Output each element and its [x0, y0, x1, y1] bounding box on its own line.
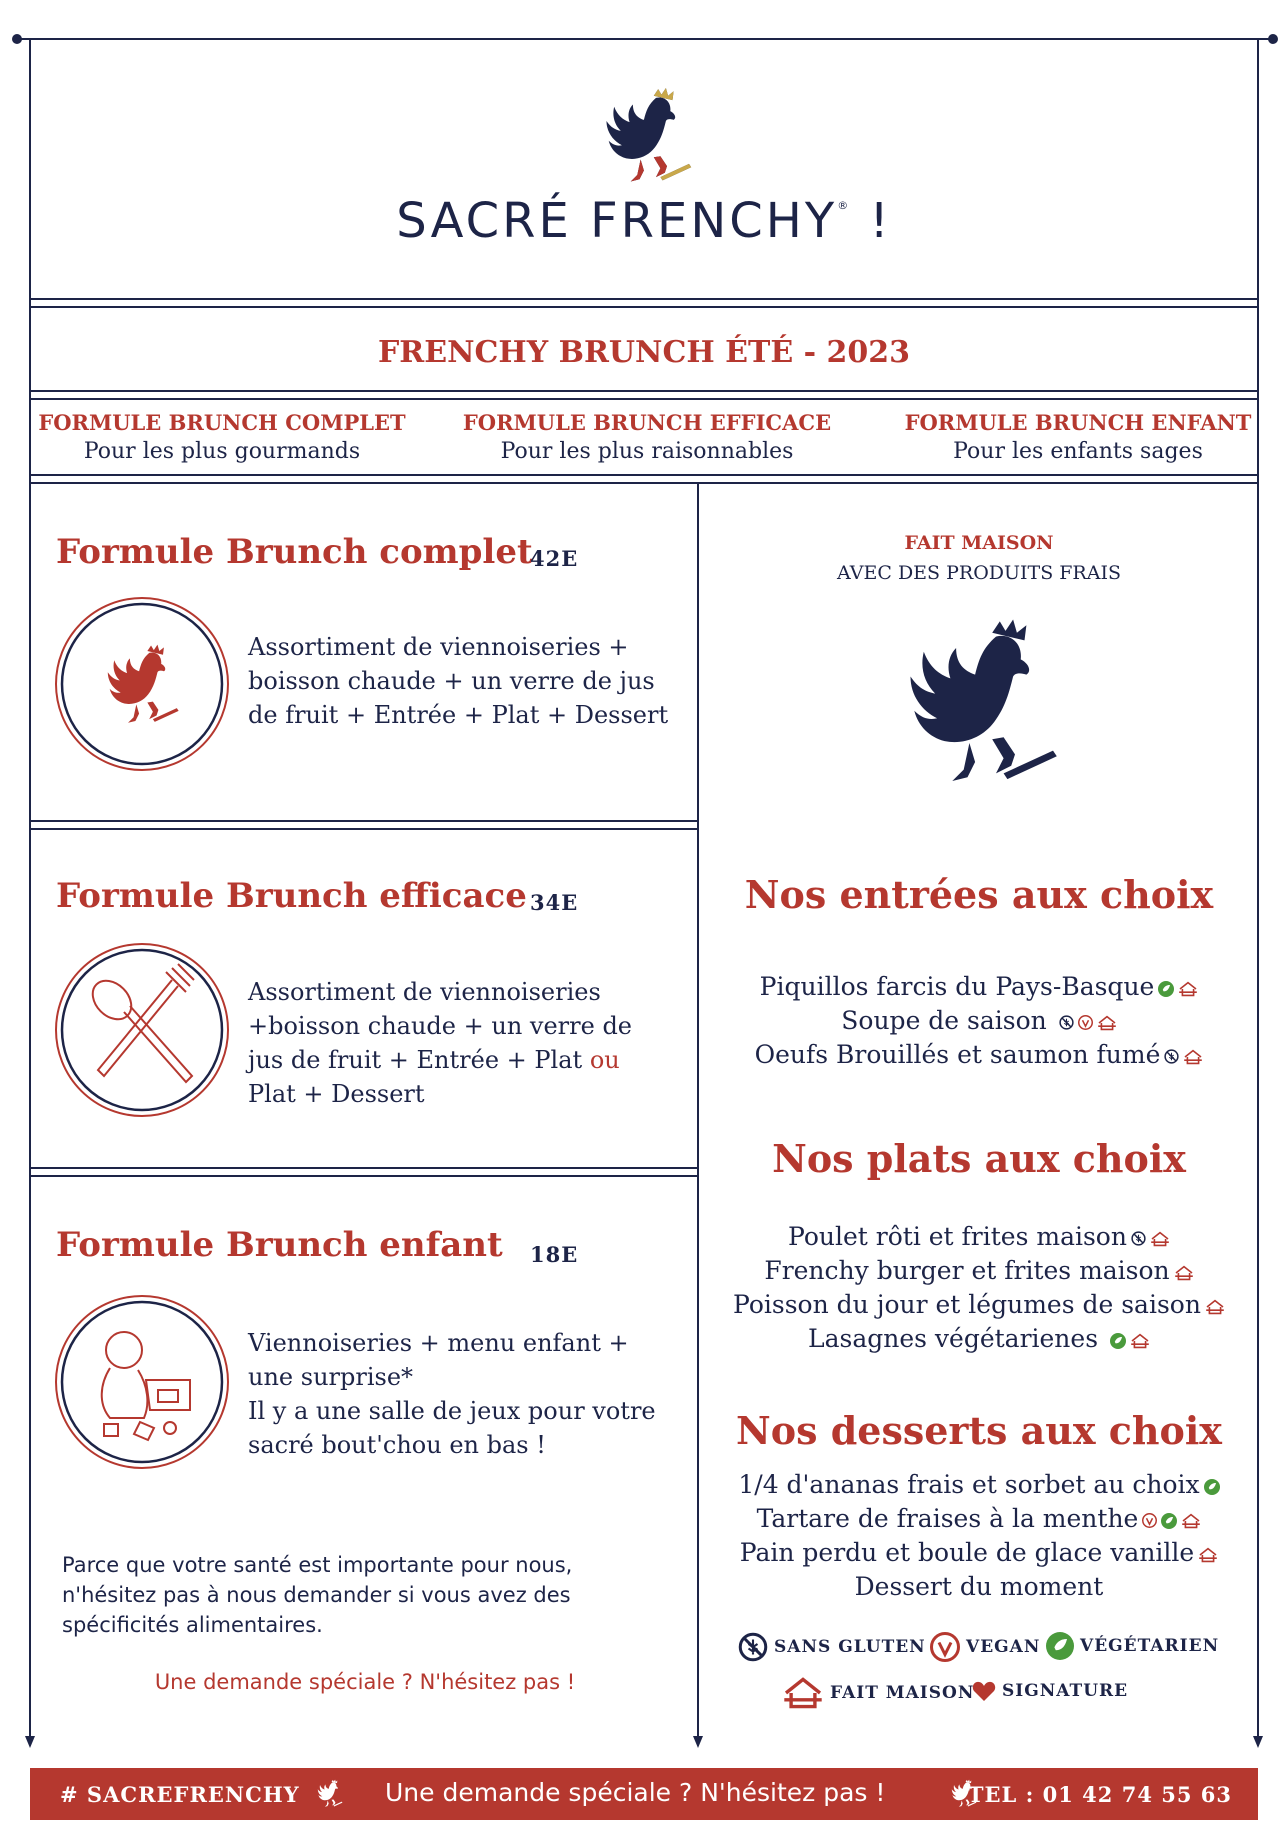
special-request-note: Une demande spéciale ? N'hésitez pas ! [154, 1670, 576, 1694]
vegetarian-icon [1158, 981, 1174, 997]
homemade-icon [1183, 1049, 1203, 1065]
legend-signature: SIGNATURE [972, 1680, 1128, 1702]
homemade-icon [782, 1676, 824, 1710]
legend-vegetarien: VÉGÉTARIEN [1046, 1632, 1219, 1660]
gluten-free-icon [738, 1632, 768, 1662]
rule-formulas-2 [30, 482, 1258, 484]
complet-desc-line: de fruit + Entrée + Plat + Dessert [248, 701, 669, 729]
enfant-desc-line: sacré bout'chou en bas ! [248, 1431, 546, 1459]
homemade-icon [1198, 1547, 1218, 1563]
complet-desc-line: boisson chaude + un verre de jus [248, 667, 655, 695]
rule-block-2a [30, 1167, 698, 1169]
efficace-description [248, 975, 698, 1111]
enfant-title: Formule Brunch enfant [56, 1225, 503, 1265]
left-frame-line [29, 38, 31, 1738]
complet-price: 42E [530, 546, 579, 571]
formula-complet-title: FORMULE BRUNCH COMPLET [38, 410, 406, 435]
homemade-icon [1205, 1299, 1225, 1315]
top-rule [14, 38, 1274, 40]
rooster-icon [54, 596, 230, 772]
rooster-icon [312, 1778, 346, 1810]
rule-subtitle-2 [30, 398, 1258, 400]
mid-spike [693, 1736, 703, 1748]
gluten-free-icon [1059, 1015, 1074, 1030]
formula-enfant-header [868, 410, 1288, 464]
gluten-free-icon [1164, 1049, 1179, 1064]
top-right-dot [1268, 34, 1278, 44]
health-note [62, 1550, 662, 1640]
formula-efficace-subtitle: Pour les plus raisonnables [500, 439, 794, 464]
rule-header-2 [30, 306, 1258, 308]
footer-phone[interactable]: TEL : 01 42 74 55 63 [967, 1782, 1232, 1807]
footer-message: Une demande spéciale ? N'hésitez pas ! [385, 1778, 886, 1807]
formula-enfant-title: FORMULE BRUNCH ENFANT [904, 410, 1252, 435]
produits-frais-label: AVEC DES PRODUITS FRAIS [837, 562, 1121, 584]
menu-item: Poisson du jour et légumes de saison [700, 1290, 1258, 1319]
menu-item: Pain perdu et boule de glace vanille [700, 1538, 1258, 1567]
vegetarian-icon [1046, 1632, 1074, 1660]
menu-item: Oeufs Brouillés et saumon fumé [700, 1040, 1258, 1069]
left-spike [25, 1736, 35, 1748]
homemade-icon [1174, 1265, 1194, 1281]
vegetarian-icon [1204, 1479, 1220, 1495]
complet-description [248, 630, 698, 732]
homemade-icon [1130, 1333, 1150, 1349]
vegetarian-icon [1161, 1513, 1177, 1529]
menu-item: Piquillos farcis du Pays-Basque [700, 972, 1258, 1001]
vegan-icon [1142, 1513, 1157, 1528]
footer-bar [30, 1768, 1258, 1820]
homemade-icon [1097, 1015, 1117, 1031]
menu-item: Tartare de fraises à la menthe [700, 1504, 1258, 1533]
fait-maison-note [700, 532, 1258, 584]
vegan-icon [1078, 1015, 1093, 1030]
heart-icon [972, 1680, 996, 1702]
menu-item: Poulet rôti et frites maison [700, 1222, 1258, 1251]
page-title: FRENCHY BRUNCH ÉTÉ - 2023 [377, 335, 911, 370]
formula-enfant-subtitle: Pour les enfants sages [953, 439, 1203, 464]
child-playing-icon [54, 1294, 230, 1470]
logo-rooster-icon [590, 80, 700, 195]
efficace-desc-line: +boisson chaude + un verre de [248, 1012, 633, 1040]
plats-title: Nos plats aux choix [772, 1136, 1186, 1181]
or-word: ou [589, 1046, 620, 1074]
homemade-icon [1181, 1513, 1201, 1529]
efficace-desc-line: jus de fruit + Entrée + Plat ou [248, 1046, 620, 1074]
enfant-desc-line: Viennoiseries + menu enfant + [248, 1329, 629, 1357]
efficace-desc-line: Plat + Dessert [248, 1080, 425, 1108]
fait-maison-label: FAIT MAISON [904, 532, 1054, 554]
complet-desc-line: Assortiment de viennoiseries + [248, 633, 629, 661]
rule-block-1b [30, 828, 698, 830]
homemade-icon [1150, 1231, 1170, 1247]
cutlery-icon [54, 942, 230, 1118]
rooster-icon [882, 605, 1072, 805]
menu-item: Dessert du moment [854, 1572, 1104, 1601]
enfant-description [248, 1326, 708, 1462]
rule-block-1a [30, 820, 698, 822]
brand-name: SACRÉ FRENCHY® ! [396, 193, 892, 249]
rule-header-1 [30, 298, 1258, 300]
desserts-title: Nos desserts aux choix [736, 1408, 1222, 1453]
menu-item: Lasagnes végétarienes [700, 1324, 1258, 1353]
enfant-price: 18E [530, 1242, 579, 1267]
menu-item: Soupe de saison [700, 1006, 1258, 1035]
health-line: Parce que votre santé est importante pour nous, [62, 1553, 573, 1577]
formula-complet-subtitle: Pour les plus gourmands [83, 439, 361, 464]
efficace-price: 34E [530, 890, 579, 915]
efficace-desc-line: Assortiment de viennoiseries [248, 978, 601, 1006]
rule-subtitle-1 [30, 390, 1258, 392]
menu-item: 1/4 d'ananas frais et sorbet au choix [700, 1470, 1258, 1499]
formula-complet-header [12, 410, 432, 464]
top-left-dot [12, 34, 22, 44]
gluten-free-icon [1131, 1231, 1146, 1246]
homemade-icon [1178, 981, 1198, 997]
health-line: n'hésitez pas à nous demander si vous avez des [62, 1583, 571, 1607]
vegan-icon [930, 1632, 960, 1662]
menu-item: Frenchy burger et frites maison [700, 1256, 1258, 1285]
right-spike [1253, 1736, 1263, 1748]
vegetarian-icon [1110, 1333, 1126, 1349]
rule-block-2b [30, 1175, 698, 1177]
formula-efficace-header [437, 410, 857, 464]
entrees-title: Nos entrées aux choix [744, 872, 1214, 917]
efficace-title: Formule Brunch efficace [56, 876, 527, 916]
legend-vegan: VEGAN [930, 1632, 1040, 1662]
health-line: spécificités alimentaires. [62, 1613, 323, 1637]
legend-sans-gluten: SANS GLUTEN [738, 1632, 926, 1662]
legend-fait-maison: FAIT MAISON [782, 1676, 974, 1710]
footer-hashtag[interactable]: # SACREFRENCHY [60, 1782, 300, 1807]
enfant-desc-line: une surprise* [248, 1363, 414, 1391]
formula-efficace-title: FORMULE BRUNCH EFFICACE [462, 410, 832, 435]
complet-title: Formule Brunch complet [56, 532, 533, 572]
rule-formulas-1 [30, 474, 1258, 476]
enfant-desc-line: Il y a une salle de jeux pour votre [248, 1397, 656, 1425]
